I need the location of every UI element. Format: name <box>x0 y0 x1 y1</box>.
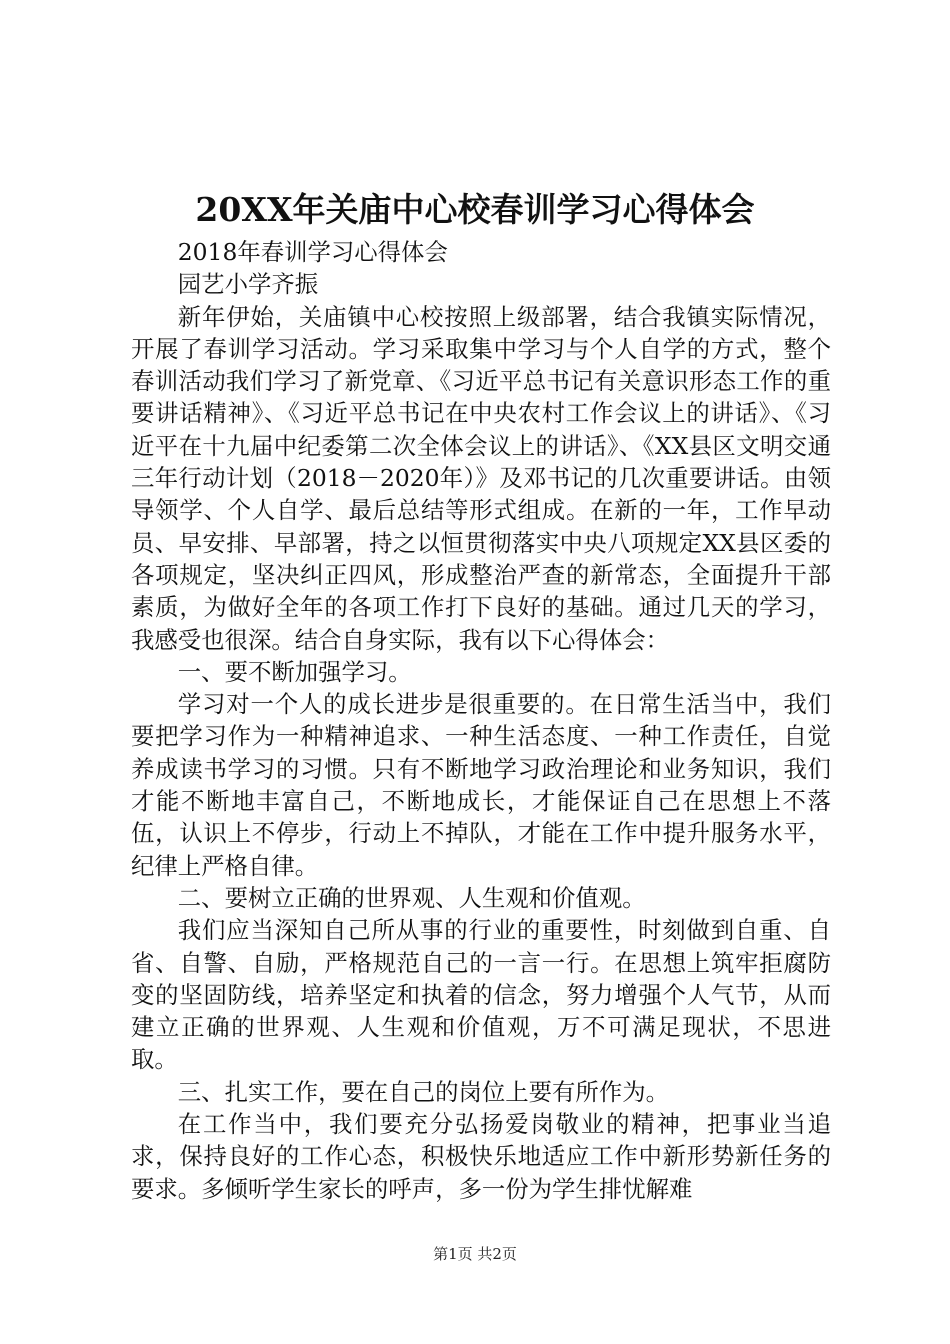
paragraph-subtitle: 2018年春训学习心得体会 <box>177 238 448 266</box>
paragraph-section-1: 学习对一个人的成长进步是很重要的。在日常生活当中，我们要把学习作为一种精神追求、一种生活态度、一种工作责任，自觉养成读书学习的习惯。只有不断地学习政治理论和业务知识，我们才能不断地丰富自己，不断地成长，才能保证自己在思想上不落伍，认识上不停步，行动上不掉队，才能在工作中提升服务水平，纪律上严格自律。 <box>131 690 831 880</box>
paragraph-section-3: 在工作当中，我们要充分弘扬爱岗敬业的精神，把事业当追求，保持良好的工作心态，积极快乐地适应工作中新形势新任务的要求。多倾听学生家长的呼声，多一份为学生排忧解难 <box>131 1110 831 1203</box>
paragraph-intro: 新年伊始，关庙镇中心校按照上级部署，结合我镇实际情况，开展了春训学习活动。学习采取集中学习与个人自学的方式，整个春训活动我们学习了新党章、《习近平总书记有关意识形态工作的重要讲话精神》、《习近平总书记在中央农村工作会议上的讲话》、《习近平在十九届中纪委第二次全体会议上的讲话》、《XX县区文明交通三年行动计划（2018－2020年）》及邓书记的几次重要讲话。由领导领学、个人自学、最后总结等形式组成。在新的一年，工作早动员、早安排、早部署，持之以恒贯彻落实中央八项规定XX县区委的各项规定，坚决纠正四风，形成整治严查的新常态，全面提升干部素质，为做好全年的各项工作打下良好的基础。通过几天的学习，我感受也很深。结合自身实际，我有以下心得体会： <box>131 302 831 654</box>
paragraph-author: 园艺小学齐振 <box>177 270 319 299</box>
document-body <box>131 236 831 1205</box>
paragraph-section-2: 我们应当深知自己所从事的行业的重要性，时刻做到自重、自省、自警、自励，严格规范自己的一言一行。在思想上筑牢拒腐防变的坚固防线，培养坚定和执着的信念，努力增强个人气节，从而建立正确的世界观、人生观和价值观，万不可满足现状，不思进取。 <box>131 916 831 1074</box>
section-heading-1: 一、要不断加强学习。 <box>177 657 412 686</box>
page-footer: 第1页 共2页 <box>433 1245 517 1263</box>
document-title: 20XX年关庙中心校春训学习心得体会 <box>195 190 755 229</box>
section-heading-3: 三、扎实工作，要在自己的岗位上要有所作为。 <box>177 1077 669 1106</box>
section-heading-2: 二、要树立正确的世界观、人生观和价值观。 <box>177 883 646 912</box>
